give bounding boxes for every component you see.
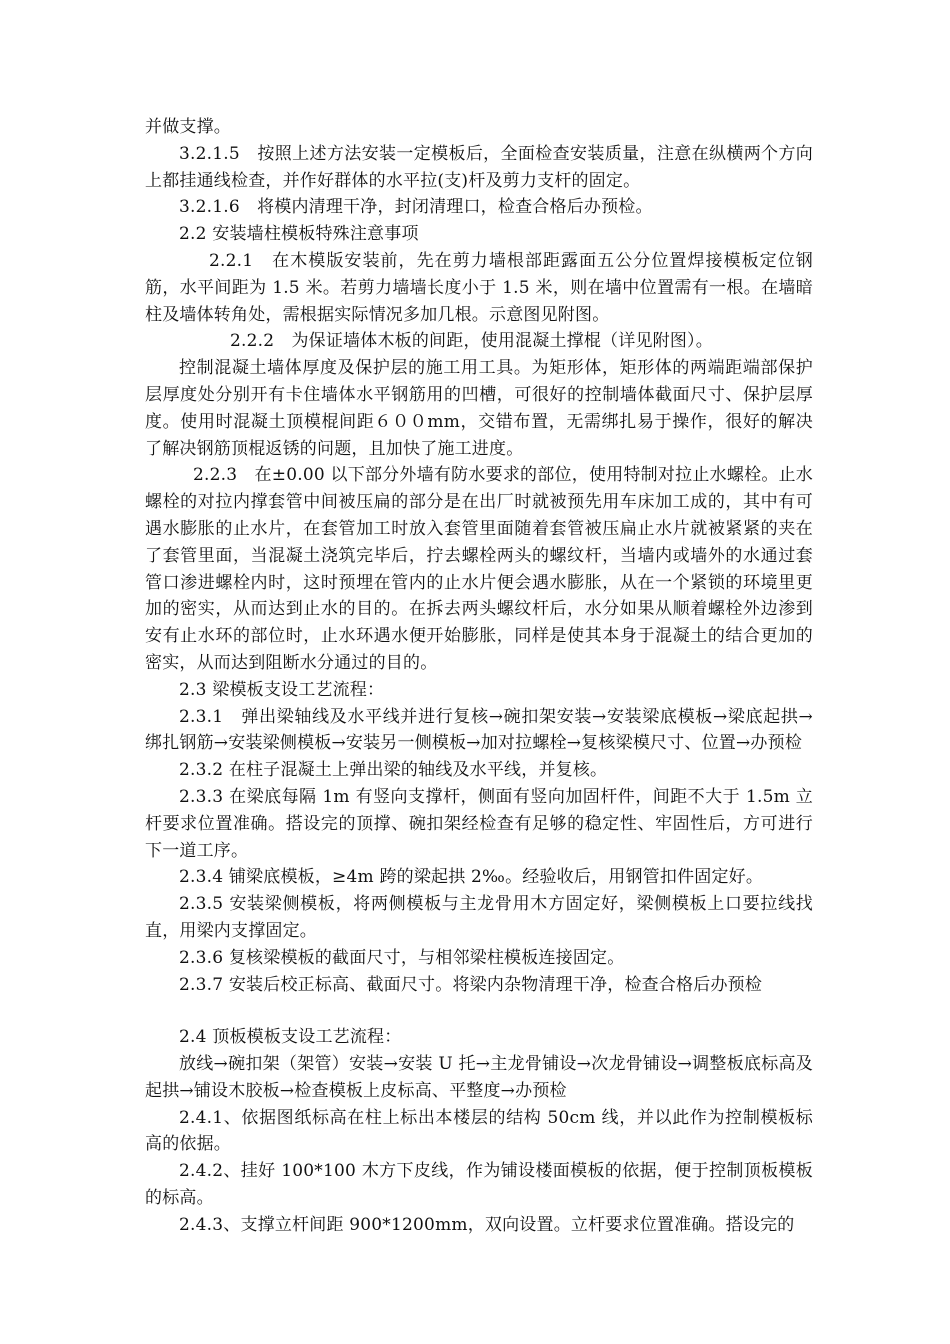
paragraph: 并做支撑。 (145, 117, 231, 137)
paragraph: 2.4.2、挂好 100*100 木方下皮线，作为铺设楼面模板的依据，便于控制顶板模板的标高。 (145, 1161, 813, 1209)
paragraph: 2.3.6 复核梁模板的截面尺寸，与相邻梁柱模板连接固定。 (179, 947, 625, 968)
paragraph: 2.2.3 在±0.00 以下部分外墙有防水要求的部位，使用特制对拉止水螺栓。止水螺栓的对拉内撑套管中间被压扁的部分是在出厂时就被预先用车床加工成的，其中有可遇水膨胀的止水片，在套管加工时放入套管里面随着套管被压扁止水片就被紧紧的夹在了套管里面，当混凝土浇筑完毕后，拧去螺栓两头的螺纹杆，当墙内或墙外的水通过套管口渗进螺栓内时，这时预埋在管内的止水片便会遇水膨胀，从在一个紧锁的环境里更加的密实，从而达到止水的目的。在拆去两头螺纹杆后，水分如果从顺着螺栓外边渗到安有止水环的部位时，止水环遇水便开始膨胀，同样是使其本身于混凝土的结合更加的密实，从而达到阻断水分通过的目的。 (145, 465, 813, 673)
paragraph: 2.3.4 铺梁底模板，≥4m 跨的梁起拱 2‰。经验收后，用钢管扣件固定好。 (179, 867, 764, 888)
paragraph: 3.2.1.6 将模内清理干净，封闭清理口，检查合格后办预检。 (179, 197, 653, 218)
paragraph: 2.2.1 在木模版安装前，先在剪力墙根部距露面五公分位置焊接模板定位钢筋，水平间距为 1.5 米。若剪力墙墙长度小于 1.5 米，则在墙中位置需有一根。在墙暗柱及墙体转角处，需根据实际情况多加几根。示意图见附图。 (145, 250, 813, 325)
paragraph: 2.2.2 为保证墙体木板的间距，使用混凝土撑棍（详见附图）。 (230, 331, 713, 352)
paragraph: 2.4.3、支撑立杆间距 900*1200mm，双向设置。立杆要求位置准确。搭设完的 (179, 1214, 795, 1235)
paragraph: 2.3.1 弹出梁轴线及水平线并进行复核→碗扣架安装→安装梁底模板→梁底起拱→绑扎钢筋→安装梁侧模板→安装另一侧模板→加对拉螺栓→复核梁模尺寸、位置→办预检 (145, 706, 813, 754)
blank-line (145, 998, 813, 1024)
paragraph: 放线→碗扣架（架管）安装→安装 U 托→主龙骨铺设→次龙骨铺设→调整板底标高及起拱→铺设木胶板→检查模板上皮标高、平整度→办预检 (145, 1054, 813, 1101)
section-heading: 2.2 安装墙柱模板特殊注意事项 (179, 224, 419, 245)
paragraph: 2.3.5 安装梁侧模板，将两侧模板与主龙骨用木方固定好，梁侧模板上口要拉线找直，用梁内支撑固定。 (145, 894, 813, 941)
document-body (145, 114, 813, 1239)
section-heading: 2.3 梁模板支设工艺流程： (179, 679, 385, 700)
paragraph: 2.3.7 安装后校正标高、截面尺寸。将梁内杂物清理干净，检查合格后办预检 (179, 974, 763, 995)
paragraph: 2.3.2 在柱子混凝土上弹出梁的轴线及水平线，并复核。 (179, 760, 608, 781)
paragraph: 2.3.3 在梁底每隔 1m 有竖向支撑杆，侧面有竖向加固杆件，间距不大于 1.5m 立杆要求位置准确。搭设完的顶撑、碗扣架经检查有足够的稳定性、牢固性后，方可进行下一道工序。 (145, 786, 813, 861)
paragraph: 3.2.1.5 按照上述方法安装一定模板后，全面检查安装质量，注意在纵横两个方向上都挂通线检查，并作好群体的水平拉(支)杆及剪力支杆的固定。 (145, 143, 813, 191)
section-heading: 2.4 顶板模板支设工艺流程： (179, 1027, 402, 1048)
paragraph: 2.4.1、依据图纸标高在柱上标出本楼层的结构 50cm 线，并以此作为控制模板标高的依据。 (145, 1107, 813, 1155)
paragraph: 控制混凝土墙体厚度及保护层的施工用工具。为矩形体，矩形体的两端距端部保护层厚度处分别开有卡住墙体水平钢筋用的凹槽，可很好的控制墙体截面尺寸、保护层厚度。使用时混凝土顶模棍间距６００mm，交错布置，无需绑扎易于操作，很好的解决了解决钢筋顶棍返锈的问题，且加快了施工进度。 (145, 358, 813, 459)
